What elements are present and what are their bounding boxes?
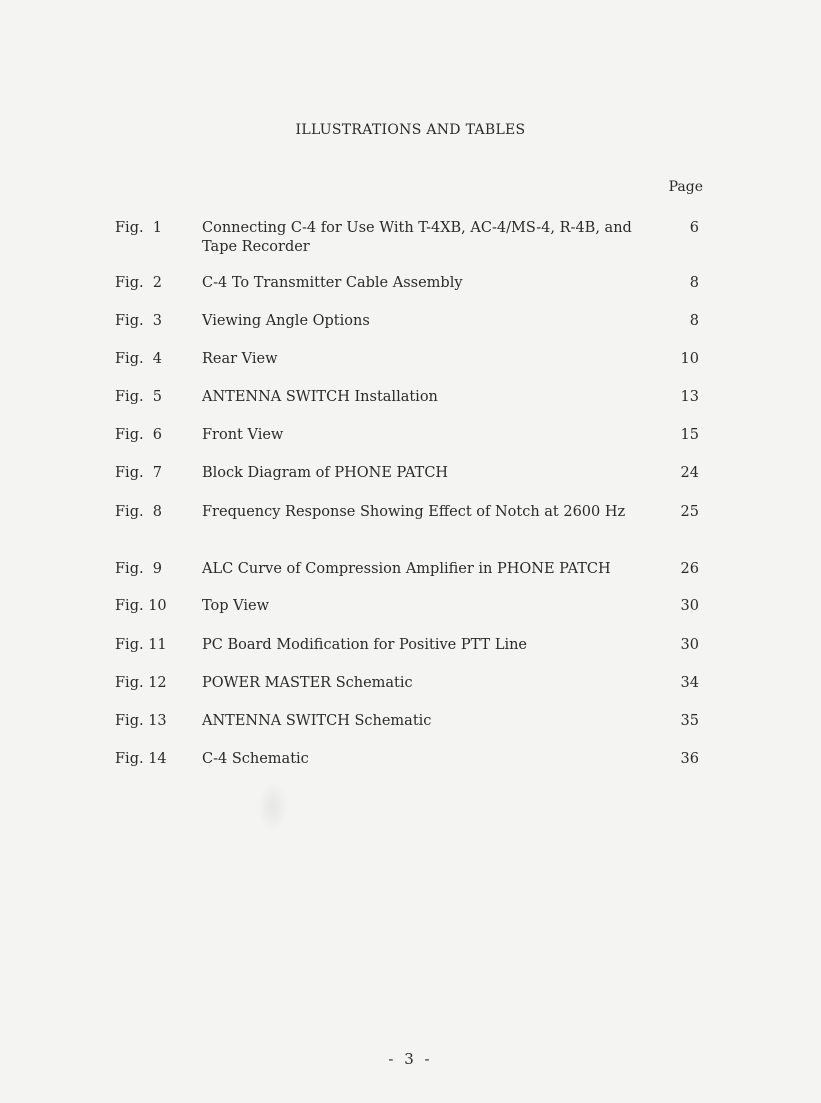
figure-label: Fig. 7 [115,465,163,481]
figure-label: Fig. 2 [115,275,163,291]
figure-label: Fig. 8 [115,504,163,520]
figure-page: 24 [680,465,699,481]
figure-page: 8 [689,275,699,291]
figure-page: 30 [680,637,699,653]
figure-title: PC Board Modification for Positive PTT Line [202,637,528,653]
figure-title: Viewing Angle Options [202,313,370,329]
figure-label: Fig. 6 [115,427,163,443]
figure-title: Top View [202,598,270,614]
figure-page: 36 [680,751,699,767]
figure-title: POWER MASTER Schematic [202,675,413,691]
figure-title: C-4 To Transmitter Cable Assembly [202,275,463,291]
figure-page: 10 [680,351,699,367]
figure-label: Fig. 10 [115,598,167,614]
figure-label: Fig. 4 [115,351,163,367]
figure-page: 35 [680,713,699,729]
figure-title: ALC Curve of Compression Amplifier in PHONE PATCH [202,561,611,577]
figure-title: C-4 Schematic [202,751,309,767]
figure-title: ANTENNA SWITCH Installation [202,389,438,405]
figure-label: Fig. 3 [115,313,163,329]
figure-label: Fig. 9 [115,561,163,577]
figure-title: ANTENNA SWITCH Schematic [202,713,432,729]
figure-label: Fig. 11 [115,637,167,653]
figure-page: 13 [680,389,699,405]
figure-title: Rear View [202,351,278,367]
figure-page: 15 [680,427,699,443]
figure-page: 8 [689,313,699,329]
figure-label: Fig. 1 [115,220,163,236]
figure-title: Front View [202,427,284,443]
figure-label: Fig. 14 [115,751,167,767]
scan-smudge [258,782,288,832]
page-title: ILLUSTRATIONS AND TABLES [295,122,526,138]
figure-title: Frequency Response Showing Effect of Notch at 2600 Hz [202,504,626,520]
figure-page: 30 [680,598,699,614]
figure-title: Connecting C-4 for Use With T-4XB, AC-4/MS-4, R-4B, and Tape Recorder [202,220,632,255]
figure-label: Fig. 13 [115,713,167,729]
figure-page: 25 [680,504,699,520]
page-number: - 3 - [388,1050,433,1068]
figure-label: Fig. 5 [115,389,163,405]
figure-page: 26 [680,561,699,577]
page-column-header: Page [668,179,703,195]
figure-page: 34 [680,675,699,691]
figure-label: Fig. 12 [115,675,167,691]
figure-page: 6 [689,220,699,236]
figure-title: Block Diagram of PHONE PATCH [202,465,449,481]
